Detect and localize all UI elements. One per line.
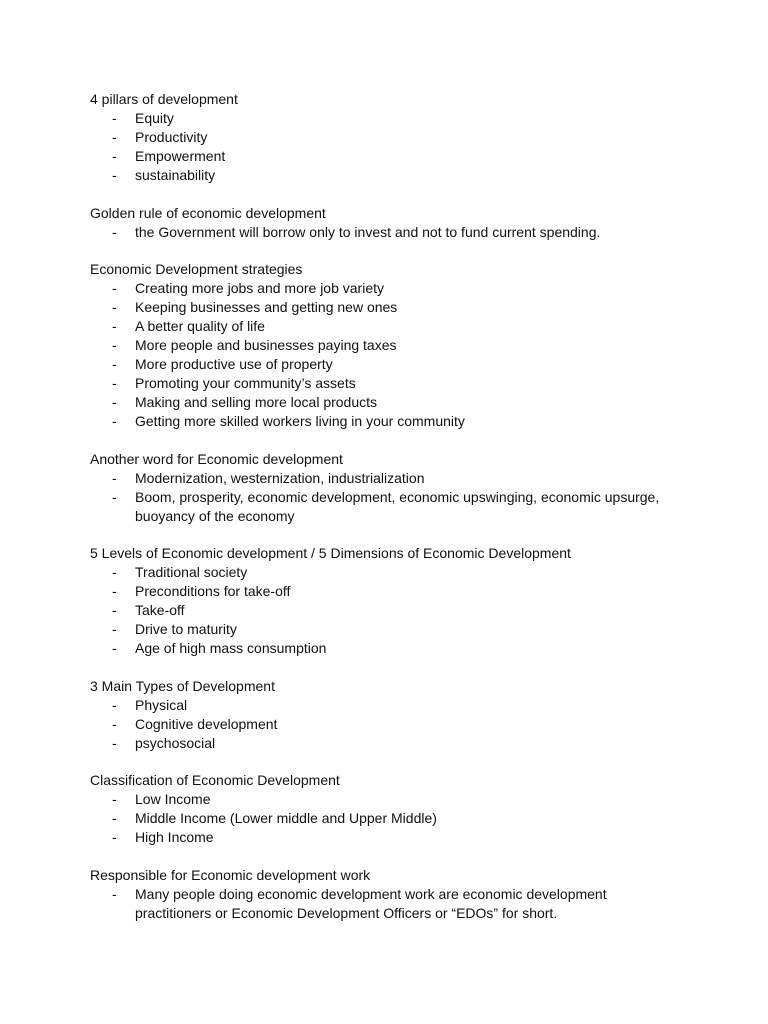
section-title: 3 Main Types of Development: [90, 677, 275, 694]
list-item-text: Preconditions for take-off: [135, 583, 291, 599]
dash-bullet-icon: -: [112, 469, 117, 486]
list-item: [90, 620, 690, 639]
section: [90, 204, 690, 242]
list-item-text: Creating more jobs and more job variety: [135, 280, 385, 296]
list-item-text: sustainability: [135, 167, 216, 183]
list-item: [90, 166, 690, 185]
section-title: Another word for Economic development: [90, 450, 343, 467]
dash-bullet-icon: -: [112, 280, 117, 296]
list-item-text: Productivity: [135, 129, 208, 145]
section-title: Economic Development strategies: [90, 261, 303, 277]
list-item-text: Many people doing economic development work are economic development practitioners or Economic Development Officers or “EDOs” for short.: [135, 885, 607, 921]
dash-bullet-icon: -: [112, 318, 117, 334]
dash-bullet-icon: -: [112, 148, 117, 164]
list-item: [90, 828, 690, 847]
list-item: [90, 147, 690, 166]
list-item-text: More productive use of property: [135, 356, 333, 372]
list-item: [90, 393, 690, 412]
list-item-text: Making and selling more local products: [135, 394, 378, 410]
dash-bullet-icon: -: [112, 356, 117, 372]
dash-bullet-icon: -: [112, 129, 117, 145]
list-item-text: Age of high mass consumption: [135, 640, 327, 656]
list-item: [90, 128, 690, 147]
list-item: [90, 809, 690, 828]
dash-bullet-icon: -: [112, 167, 117, 183]
document-page: [90, 90, 690, 941]
bullet-list: [90, 469, 690, 526]
section: [90, 544, 690, 658]
list-item: [90, 885, 690, 923]
list-item: [90, 734, 690, 753]
bullet-list: [90, 790, 690, 847]
dash-bullet-icon: -: [112, 885, 117, 902]
list-item-text: Take-off: [135, 602, 185, 618]
list-item: [90, 790, 690, 809]
dash-bullet-icon: -: [112, 696, 117, 713]
list-item: [90, 223, 690, 242]
list-item: [90, 639, 690, 658]
list-item: [90, 355, 690, 374]
list-item-text: Getting more skilled workers living in your community: [135, 413, 465, 429]
dash-bullet-icon: -: [112, 413, 117, 429]
bullet-list: [90, 885, 690, 923]
bullet-list: [90, 563, 690, 658]
list-item-text: A better quality of life: [135, 318, 265, 334]
dash-bullet-icon: -: [112, 602, 117, 618]
dash-bullet-icon: -: [112, 564, 117, 580]
list-item: [90, 298, 690, 317]
list-item: [90, 336, 690, 355]
list-item: [90, 696, 690, 715]
dash-bullet-icon: -: [112, 829, 117, 845]
dash-bullet-icon: -: [112, 223, 117, 240]
list-item-text: Empowerment: [135, 148, 226, 164]
list-item: [90, 715, 690, 734]
list-item: [90, 563, 690, 582]
list-item-text: Modernization, westernization, industrialization: [135, 469, 425, 486]
list-item-text: Low Income: [135, 791, 211, 807]
dash-bullet-icon: -: [112, 488, 117, 505]
list-item-text: High Income: [135, 829, 214, 845]
list-item: [90, 582, 690, 601]
dash-bullet-icon: -: [112, 810, 117, 826]
list-item-text: Promoting your community’s assets: [135, 375, 356, 391]
dash-bullet-icon: -: [112, 621, 117, 637]
dash-bullet-icon: -: [112, 394, 117, 410]
dash-bullet-icon: -: [112, 110, 117, 126]
list-item-text: Keeping businesses and getting new ones: [135, 299, 398, 315]
dash-bullet-icon: -: [112, 715, 117, 732]
dash-bullet-icon: -: [112, 375, 117, 391]
list-item-text: psychosocial: [135, 734, 216, 751]
list-item: [90, 317, 690, 336]
list-item: [90, 412, 690, 431]
bullet-list: [90, 223, 690, 242]
dash-bullet-icon: -: [112, 583, 117, 599]
list-item-text: Cognitive development: [135, 715, 278, 732]
list-item-text: Drive to maturity: [135, 621, 237, 637]
list-item-text: Middle Income (Lower middle and Upper Middle): [135, 810, 437, 826]
section-title: 5 Levels of Economic development / 5 Dimensions of Economic Development: [90, 545, 571, 561]
bullet-list: [90, 696, 690, 753]
dash-bullet-icon: -: [112, 337, 117, 353]
dash-bullet-icon: -: [112, 791, 117, 807]
list-item: [90, 279, 690, 298]
section: [90, 677, 690, 753]
list-item: [90, 469, 690, 488]
list-item-text: Boom, prosperity, economic development, economic upswinging, economic upsurge, buoyancy of the economy: [135, 488, 660, 524]
list-item-text: More people and businesses paying taxes: [135, 337, 397, 353]
section: [90, 771, 690, 847]
list-item: [90, 601, 690, 620]
dash-bullet-icon: -: [112, 299, 117, 315]
list-item-text: the Government will borrow only to invest and not to fund current spending.: [135, 223, 601, 240]
list-item-text: Traditional society: [135, 564, 248, 580]
bullet-list: [90, 109, 690, 185]
section-title: Responsible for Economic development work: [90, 866, 371, 883]
bullet-list: [90, 279, 690, 431]
list-item: [90, 374, 690, 393]
section: [90, 90, 690, 185]
section: [90, 450, 690, 526]
section-title: Classification of Economic Development: [90, 772, 340, 788]
list-item-text: Physical: [135, 696, 188, 713]
dash-bullet-icon: -: [112, 734, 117, 751]
section-title: 4 pillars of development: [90, 91, 238, 107]
section-title: Golden rule of economic development: [90, 204, 326, 221]
section: [90, 260, 690, 431]
dash-bullet-icon: -: [112, 640, 117, 656]
section: [90, 866, 690, 923]
list-item-text: Equity: [135, 110, 174, 126]
list-item: [90, 488, 690, 526]
list-item: [90, 109, 690, 128]
